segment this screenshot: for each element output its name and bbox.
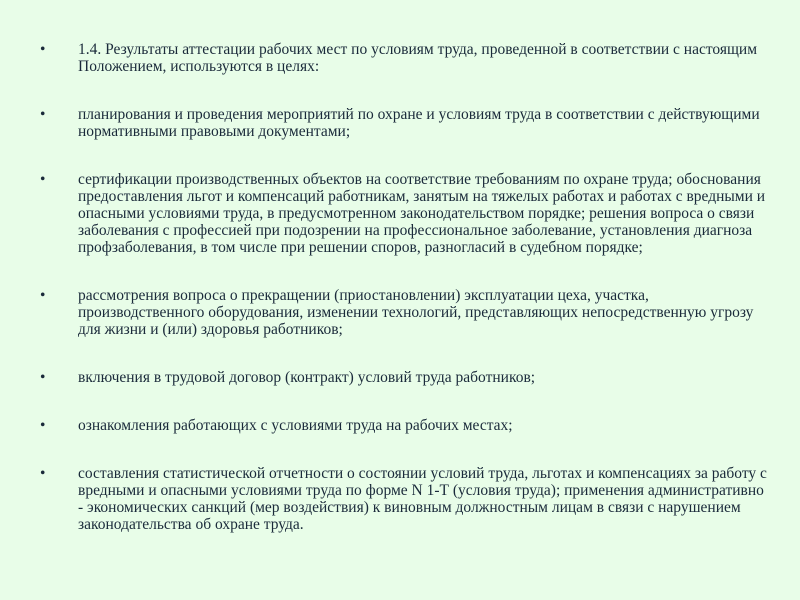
bullet-list (40, 41, 770, 533)
bullet-icon: • (40, 369, 46, 386)
list-item-text: рассмотрения вопроса о прекращении (приостановлении) эксплуатации цеха, участка, производственного оборудования, изменении технологий, представляющих непосредственную угрозу для жизни и (или) здоровья работников; (78, 287, 754, 338)
list-item-suspension (40, 287, 770, 338)
list-item-familiarization (40, 417, 770, 434)
list-item-text: 1.4. Результаты аттестации рабочих мест по условиям труда, проведенной в соответствии с настоящим Положением, используются в целях: (78, 41, 758, 75)
list-item-text: ознакомления работающих с условиями труда на рабочих местах; (78, 417, 513, 434)
bullet-icon: • (40, 417, 46, 434)
list-item-statistics (40, 465, 770, 533)
bullet-icon: • (40, 465, 46, 482)
bullet-icon: • (40, 106, 46, 123)
bullet-icon: • (40, 171, 46, 188)
bullet-icon: • (40, 41, 46, 58)
list-item-text: планирования и проведения мероприятий по охране и условиям труда в соответствии с действующими нормативными правовыми документами; (78, 106, 760, 140)
list-item-text: включения в трудовой договор (контракт) условий труда работников; (78, 369, 536, 386)
list-item-planning (40, 106, 770, 140)
list-item-labor-contract (40, 369, 770, 386)
bullet-icon: • (40, 287, 46, 304)
list-item-certification (40, 171, 770, 256)
list-item-text: составления статистической отчетности о состоянии условий труда, льготах и компенсациях за работу с вредными и опасными условиями труда по форме N 1-Т (условия труда); применения административно - экономических санкций (мер воздействия) к виновным должностным лицам в связи с нарушением законодательства об охране труда. (78, 465, 767, 533)
list-item-purpose-intro (40, 41, 770, 75)
list-item-text: сертификации производственных объектов на соответствие требованиям по охране труда; обоснования предоставления льгот и компенсаций работникам, занятым на тяжелых работах и работах с вредными и опасными условиями труда, в предусмотренном законодательством порядке; решения вопроса о связи заболевания с профессией при подозрении на профессиональное заболевание, установления диагноза профзаболевания, в том числе при решении споров, разногласий в судебном порядке; (78, 171, 766, 256)
